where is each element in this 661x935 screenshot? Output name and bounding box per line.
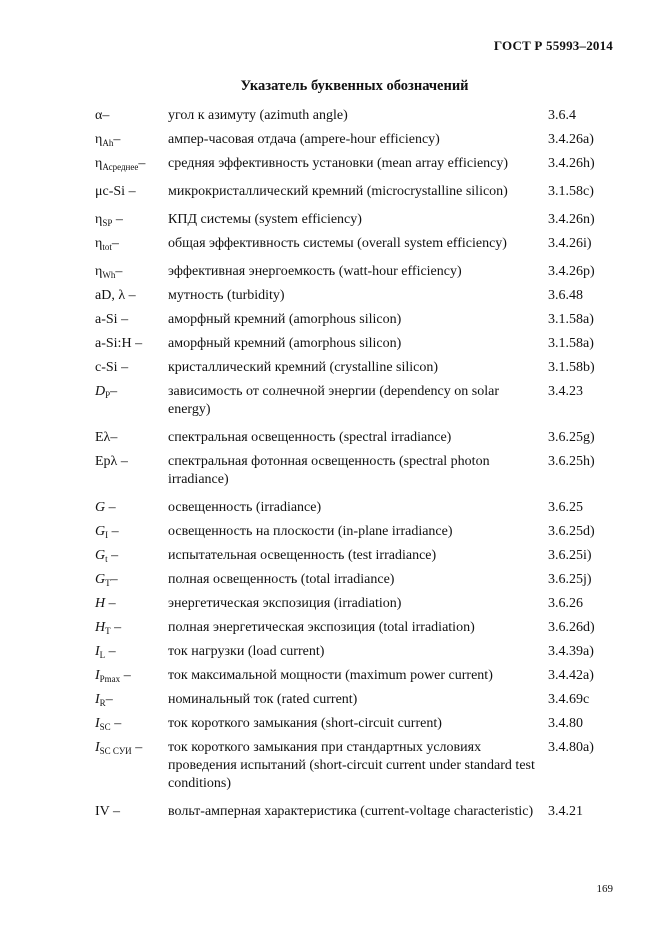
entry-reference: 3.4.26h) [548, 156, 595, 171]
entry-reference: 3.6.25g) [548, 430, 595, 445]
index-entry [95, 335, 615, 353]
symbol-main: μc-Si [95, 184, 126, 199]
entry-symbol [95, 383, 168, 401]
symbol-dash: – [105, 500, 116, 515]
entry-description: эффективная энергоемкость (watt-hour efficiency) [168, 264, 462, 279]
symbol-dash: – [125, 184, 136, 199]
index-entry [95, 131, 615, 149]
entry-symbol [95, 453, 168, 471]
index-entry [95, 523, 615, 541]
entry-reference: 3.1.58a) [548, 312, 594, 327]
symbol-dash: – [111, 236, 119, 251]
index-entry [95, 107, 615, 125]
entry-symbol [95, 667, 168, 685]
entry-description: ток нагрузки (load current) [168, 644, 325, 659]
symbol-subscript: T [105, 578, 111, 588]
entry-description: ток короткого замыкания (short-circuit current) [168, 716, 442, 731]
entry-reference: 3.6.25h) [548, 454, 595, 469]
symbol-subscript: Ah [102, 138, 114, 148]
entry-description: освещенность на плоскости (in-plane irradiance) [168, 524, 453, 539]
entry-description: вольт-амперная характеристика (current-voltage characteristic) [168, 804, 534, 819]
symbol-main: H [95, 620, 106, 635]
symbol-dash: – [105, 644, 116, 659]
symbol-dash: – [109, 804, 121, 819]
symbol-dash: – [117, 360, 129, 375]
entry-description: освещенность (irradiance) [168, 500, 322, 515]
entry-description: испытательная освещенность (test irradiance) [168, 548, 437, 563]
symbol-main: G [95, 572, 106, 587]
index-entry [95, 183, 615, 201]
entry-symbol [95, 287, 168, 305]
entry-description: угол к азимуту (azimuth angle) [168, 108, 348, 123]
symbol-main: I [95, 716, 100, 731]
entry-symbol [95, 263, 168, 281]
entry-symbol [95, 619, 168, 637]
symbol-main: η [95, 132, 103, 147]
entry-reference: 3.4.26p) [548, 264, 595, 279]
entry-symbol [95, 715, 168, 733]
symbol-main: η [95, 236, 103, 251]
entry-description: КПД системы (system efficiency) [168, 212, 362, 227]
entry-symbol [95, 803, 168, 821]
index-entry [95, 287, 615, 305]
entry-description: кристаллический кремний (crystalline silicon) [168, 360, 439, 375]
entry-description: средняя эффективность установки (mean array efficiency) [168, 156, 509, 171]
symbol-dash: – [105, 596, 116, 611]
symbol-main: η [95, 212, 103, 227]
page-number: 169 [596, 883, 613, 895]
symbol-main: aD, λ [95, 288, 126, 303]
symbol-main: I [95, 740, 100, 755]
entry-description: энергетическая экспозиция (irradiation) [168, 596, 402, 611]
index-entry [95, 429, 615, 447]
entry-reference: 3.4.21 [548, 804, 583, 819]
index-entry [95, 499, 615, 517]
entry-description: общая эффективность системы (overall system efficiency) [168, 236, 507, 251]
index-entry [95, 803, 615, 821]
entry-description: номинальный ток (rated current) [168, 692, 358, 707]
entry-symbol [95, 429, 168, 447]
symbol-subscript: Асреднее [102, 162, 139, 172]
entry-reference: 3.6.25 [548, 500, 583, 515]
entry-reference: 3.4.80 [548, 716, 583, 731]
symbol-dash: – [131, 740, 143, 755]
symbol-main: η [95, 264, 103, 279]
symbol-dash: – [112, 212, 123, 227]
symbol-main: I [95, 692, 100, 707]
entry-symbol [95, 335, 168, 353]
symbol-dash: – [108, 524, 119, 539]
symbol-dash: – [102, 108, 110, 123]
entry-description: полная освещенность (total irradiance) [168, 572, 395, 587]
entry-reference: 3.6.25d) [548, 524, 595, 539]
symbol-dash: – [120, 668, 131, 683]
symbol-subscript: Pmax [99, 674, 121, 684]
symbol-dash: – [110, 716, 122, 731]
symbol-main: c-Si [95, 360, 118, 375]
symbol-main: Epλ [95, 454, 118, 469]
entry-reference: 3.4.26i) [548, 236, 592, 251]
entry-description: микрокристаллический кремний (microcrystalline silicon) [168, 184, 508, 199]
symbol-main: a-Si [95, 312, 118, 327]
entry-symbol [95, 595, 168, 613]
symbol-subscript: P [105, 390, 111, 400]
symbol-subscript: I [105, 530, 109, 540]
entry-description: ток максимальной мощности (maximum power current) [168, 668, 493, 683]
entry-symbol [95, 547, 168, 565]
symbol-subscript: t [105, 554, 108, 564]
entry-reference: 3.6.25j) [548, 572, 592, 587]
symbol-dash: – [110, 572, 118, 587]
symbol-dash: – [117, 454, 128, 469]
symbol-subscript: tot [102, 242, 112, 252]
index-entry [95, 311, 615, 329]
entry-reference: 3.4.26n) [548, 212, 595, 227]
symbol-dash: – [125, 288, 136, 303]
entry-reference: 3.6.48 [548, 288, 583, 303]
entry-reference: 3.6.25i) [548, 548, 592, 563]
symbol-main: D [95, 384, 106, 399]
entry-reference: 3.1.58b) [548, 360, 595, 375]
symbol-main: H [95, 596, 106, 611]
symbol-dash: – [110, 620, 122, 635]
entry-reference: 3.4.26a) [548, 132, 594, 147]
entry-symbol [95, 155, 168, 173]
entry-reference: 3.1.58a) [548, 336, 594, 351]
entry-symbol [95, 311, 168, 329]
index-entry [95, 235, 615, 253]
entry-symbol [95, 739, 168, 757]
symbol-main: α [95, 108, 103, 123]
symbol-dash: – [131, 336, 143, 351]
entry-symbol [95, 571, 168, 589]
symbol-main: Eλ [95, 430, 111, 445]
entry-reference: 3.4.42a) [548, 668, 594, 683]
symbol-subscript: SC СУИ [99, 746, 132, 756]
page-title: Указатель буквенных обозначений [240, 78, 469, 94]
index-entry [95, 667, 615, 685]
entry-description: ток короткого замыкания при стандартных условиях проведения испытаний (short-circuit current under standard test conditions) [168, 740, 535, 791]
symbol-dash: – [105, 692, 113, 707]
symbol-subscript: Wh [102, 270, 116, 280]
symbol-dash: – [110, 430, 118, 445]
symbol-main: G [95, 500, 106, 515]
symbol-subscript: SP [102, 218, 113, 228]
entry-reference: 3.4.80a) [548, 740, 594, 755]
index-entry [95, 359, 615, 377]
entry-symbol [95, 107, 168, 125]
symbol-main: η [95, 156, 103, 171]
symbol-dash: – [117, 312, 129, 327]
symbol-subscript: T [105, 626, 111, 636]
entry-symbol [95, 131, 168, 149]
symbol-dash: – [115, 264, 123, 279]
symbol-dash: – [113, 132, 121, 147]
symbol-main: G [95, 524, 106, 539]
entry-reference: 3.1.58c) [548, 184, 594, 199]
index-entry [95, 263, 615, 281]
entry-reference: 3.6.26d) [548, 620, 595, 635]
index-entry [95, 715, 615, 733]
entry-reference: 3.4.69c [548, 692, 590, 707]
entry-description: аморфный кремний (amorphous silicon) [168, 336, 402, 351]
symbol-main: I [95, 644, 100, 659]
entry-description: аморфный кремний (amorphous silicon) [168, 312, 402, 327]
symbol-main: IV [95, 804, 110, 819]
entry-symbol [95, 523, 168, 541]
symbol-index-list [95, 107, 615, 821]
entry-symbol [95, 235, 168, 253]
symbol-dash: – [107, 548, 119, 563]
symbol-subscript: R [99, 698, 106, 708]
entry-reference: 3.4.39a) [548, 644, 594, 659]
entry-reference: 3.4.23 [548, 384, 583, 399]
symbol-subscript: L [99, 650, 106, 660]
entry-description: полная энергетическая экспозиция (total irradiation) [168, 620, 475, 635]
entry-symbol [95, 211, 168, 229]
entry-description: спектральная освещенность (spectral irradiance) [168, 430, 452, 445]
symbol-main: I [95, 668, 100, 683]
index-entry [95, 595, 615, 613]
index-entry [95, 571, 615, 589]
symbol-main: a-Si:H [95, 336, 132, 351]
index-entry [95, 691, 615, 709]
entry-symbol [95, 499, 168, 517]
index-entry [95, 211, 615, 229]
index-entry [95, 155, 615, 173]
entry-reference: 3.6.4 [548, 108, 576, 123]
entry-symbol [95, 691, 168, 709]
entry-symbol [95, 359, 168, 377]
entry-symbol [95, 183, 168, 201]
document-header: ГОСТ Р 55993–2014 [493, 38, 613, 53]
index-entry [95, 739, 615, 793]
index-entry [95, 547, 615, 565]
symbol-dash: – [138, 156, 146, 171]
entry-symbol [95, 643, 168, 661]
symbol-subscript: SC [99, 722, 111, 732]
symbol-main: G [95, 548, 106, 563]
entry-description: ампер-часовая отдача (ampere-hour efficiency) [168, 132, 440, 147]
index-entry [95, 453, 615, 489]
entry-reference: 3.6.26 [548, 596, 583, 611]
entry-description: спектральная фотонная освещенность (spectral photon irradiance) [168, 454, 490, 487]
index-entry [95, 643, 615, 661]
symbol-dash: – [110, 384, 118, 399]
entry-description: мутность (turbidity) [168, 288, 285, 303]
index-entry [95, 383, 615, 419]
index-entry [95, 619, 615, 637]
entry-description: зависимость от солнечной энергии (dependency on solar energy) [168, 384, 499, 417]
